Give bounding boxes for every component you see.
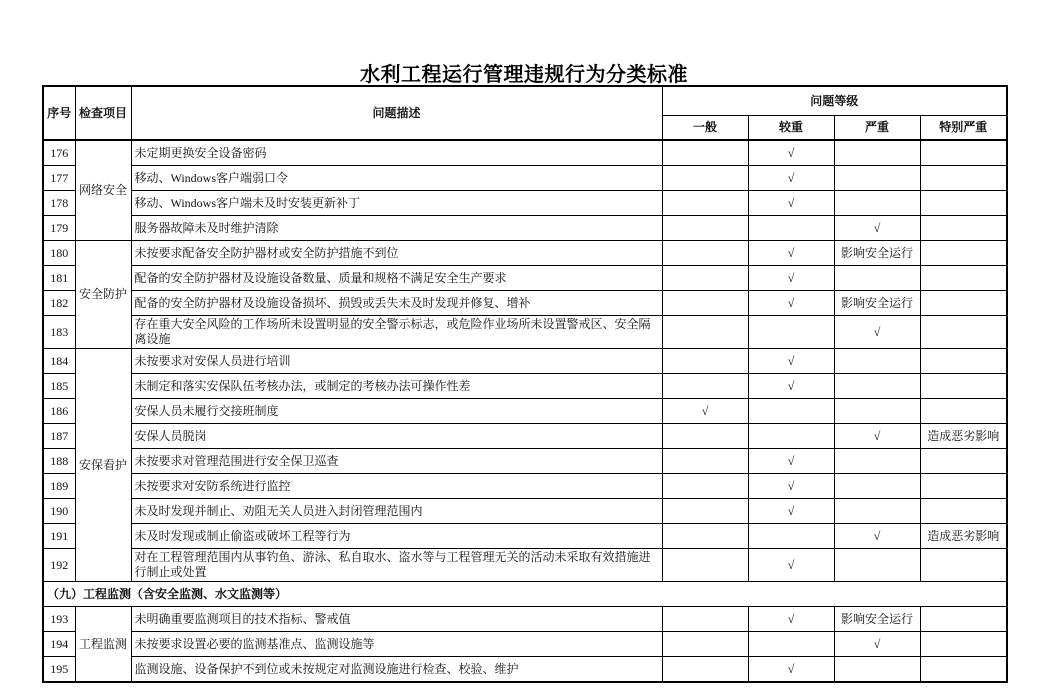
row-number-cell: 193 [43, 607, 75, 632]
level-cell-severe [834, 374, 920, 399]
level-cell-special [920, 316, 1007, 349]
table-row [43, 140, 1007, 166]
level-cell-special [920, 191, 1007, 216]
violation-classification-table [42, 85, 1008, 683]
problem-description-cell: 未及时发现并制止、劝阻无关人员进入封闭管理范围内 [131, 499, 662, 524]
row-number-cell: 189 [43, 474, 75, 499]
level-cell-severe [834, 266, 920, 291]
level-cell-moderate [748, 216, 834, 241]
level-cell-general [662, 316, 748, 349]
check-mark: √ [748, 140, 834, 166]
level-cell-general [662, 349, 748, 374]
table-row [43, 374, 1007, 399]
table-row [43, 216, 1007, 241]
problem-description-cell: 未按要求对安保人员进行培训 [131, 349, 662, 374]
level-cell-general [662, 657, 748, 683]
level-cell-moderate [748, 316, 834, 349]
row-number-cell: 182 [43, 291, 75, 316]
table-row [43, 399, 1007, 424]
category-cell: 工程监测 [75, 607, 131, 683]
table-body [43, 140, 1007, 682]
problem-description-cell: 未及时发现或制止偷盗或破坏工程等行为 [131, 524, 662, 549]
problem-description-cell: 未明确重要监测项目的技术指标、警戒值 [131, 607, 662, 632]
level-cell-moderate [748, 424, 834, 449]
row-number-cell: 179 [43, 216, 75, 241]
problem-description-cell: 未定期更换安全设备密码 [131, 140, 662, 166]
check-mark: √ [748, 374, 834, 399]
level-cell-special [920, 166, 1007, 191]
level-cell-general [662, 291, 748, 316]
table-row [43, 499, 1007, 524]
row-number-cell: 176 [43, 140, 75, 166]
col-header-level-moderate: 较重 [748, 116, 834, 141]
level-cell-severe: 影响安全运行 [834, 291, 920, 316]
header-row-1 [43, 86, 1007, 116]
level-cell-special [920, 399, 1007, 424]
problem-description-cell: 监测设施、设备保护不到位或未按规定对监测设施进行检查、校验、维护 [131, 657, 662, 683]
table-row [43, 316, 1007, 349]
level-cell-severe [834, 449, 920, 474]
level-cell-severe [834, 140, 920, 166]
level-cell-severe [834, 166, 920, 191]
level-cell-special [920, 499, 1007, 524]
problem-description-cell: 对在工程管理范围内从事钓鱼、游泳、私自取水、盗水等与工程管理无关的活动未采取有效措施进行制止或处置 [131, 549, 662, 582]
level-cell-special [920, 349, 1007, 374]
level-cell-special [920, 657, 1007, 683]
level-cell-special [920, 449, 1007, 474]
row-number-cell: 178 [43, 191, 75, 216]
level-cell-general [662, 374, 748, 399]
category-cell: 安保看护 [75, 349, 131, 582]
level-cell-severe: 影响安全运行 [834, 607, 920, 632]
check-mark: √ [834, 316, 920, 349]
problem-description-cell: 未按要求配备安全防护器材或安全防护措施不到位 [131, 241, 662, 266]
check-mark: √ [834, 424, 920, 449]
level-cell-moderate [748, 632, 834, 657]
check-mark: √ [748, 349, 834, 374]
col-header-level-group: 问题等级 [662, 86, 1007, 116]
level-cell-general [662, 607, 748, 632]
page-title: 水利工程运行管理违规行为分类标准 [360, 64, 688, 86]
table-row [43, 191, 1007, 216]
level-cell-special [920, 474, 1007, 499]
table-row [43, 524, 1007, 549]
level-cell-special [920, 216, 1007, 241]
table-header [43, 86, 1007, 140]
check-mark: √ [748, 266, 834, 291]
level-cell-special [920, 266, 1007, 291]
table-row [43, 291, 1007, 316]
check-mark: √ [748, 241, 834, 266]
problem-description-cell: 安保人员未履行交接班制度 [131, 399, 662, 424]
check-mark: √ [748, 499, 834, 524]
level-cell-severe [834, 399, 920, 424]
level-cell-severe [834, 657, 920, 683]
row-number-cell: 187 [43, 424, 75, 449]
level-cell-general [662, 524, 748, 549]
problem-description-cell: 移动、Windows客户端未及时安装更新补丁 [131, 191, 662, 216]
check-mark: √ [748, 191, 834, 216]
check-mark: √ [748, 549, 834, 582]
problem-description-cell: 配备的安全防护器材及设施设备数量、质量和规格不满足安全生产要求 [131, 266, 662, 291]
table-row [43, 657, 1007, 683]
table-row [43, 424, 1007, 449]
problem-description-cell: 安保人员脱岗 [131, 424, 662, 449]
row-number-cell: 181 [43, 266, 75, 291]
row-number-cell: 177 [43, 166, 75, 191]
row-number-cell: 188 [43, 449, 75, 474]
check-mark: √ [748, 291, 834, 316]
level-cell-severe [834, 349, 920, 374]
level-cell-special [920, 241, 1007, 266]
level-cell-general [662, 424, 748, 449]
section-header-row [43, 582, 1007, 607]
check-mark: √ [748, 657, 834, 683]
col-header-level-severe: 严重 [834, 116, 920, 141]
col-header-level-special: 特别严重 [920, 116, 1007, 141]
level-cell-general [662, 474, 748, 499]
table-row [43, 349, 1007, 374]
level-cell-special [920, 291, 1007, 316]
row-number-cell: 185 [43, 374, 75, 399]
row-number-cell: 191 [43, 524, 75, 549]
check-mark: √ [834, 216, 920, 241]
problem-description-cell: 未制定和落实安保队伍考核办法，或制定的考核办法可操作性差 [131, 374, 662, 399]
row-number-cell: 183 [43, 316, 75, 349]
level-cell-general [662, 266, 748, 291]
level-cell-special [920, 549, 1007, 582]
level-cell-severe: 影响安全运行 [834, 241, 920, 266]
problem-description-cell: 移动、Windows客户端弱口令 [131, 166, 662, 191]
level-cell-general [662, 632, 748, 657]
col-header-description: 问题描述 [131, 86, 662, 140]
check-mark: √ [748, 474, 834, 499]
row-number-cell: 186 [43, 399, 75, 424]
level-cell-moderate [748, 524, 834, 549]
col-header-level-general: 一般 [662, 116, 748, 141]
table-row [43, 266, 1007, 291]
row-number-cell: 194 [43, 632, 75, 657]
level-cell-severe [834, 191, 920, 216]
table-row [43, 474, 1007, 499]
category-cell: 安全防护 [75, 241, 131, 349]
check-mark: √ [748, 166, 834, 191]
level-cell-general [662, 191, 748, 216]
category-cell: 网络安全 [75, 140, 131, 241]
problem-description-cell: 未按要求对管理范围进行安全保卫巡查 [131, 449, 662, 474]
level-cell-moderate [748, 399, 834, 424]
level-cell-severe [834, 499, 920, 524]
level-cell-special [920, 374, 1007, 399]
check-mark: √ [834, 632, 920, 657]
col-header-serial: 序号 [43, 86, 75, 140]
row-number-cell: 180 [43, 241, 75, 266]
table-row [43, 449, 1007, 474]
level-cell-general [662, 499, 748, 524]
level-cell-severe [834, 474, 920, 499]
table-row [43, 632, 1007, 657]
col-header-category: 检查项目 [75, 86, 131, 140]
level-cell-special [920, 140, 1007, 166]
row-number-cell: 184 [43, 349, 75, 374]
level-cell-general [662, 166, 748, 191]
table-row [43, 607, 1007, 632]
level-cell-general [662, 549, 748, 582]
check-mark: √ [662, 399, 748, 424]
row-number-cell: 190 [43, 499, 75, 524]
table-row [43, 549, 1007, 582]
level-cell-special: 造成恶劣影响 [920, 524, 1007, 549]
check-mark: √ [834, 524, 920, 549]
section-header: （九）工程监测（含安全监测、水文监测等） [43, 582, 1007, 607]
level-cell-general [662, 241, 748, 266]
level-cell-special [920, 607, 1007, 632]
problem-description-cell: 配备的安全防护器材及设施设备损坏、损毁或丢失未及时发现并修复、增补 [131, 291, 662, 316]
level-cell-general [662, 449, 748, 474]
table-row [43, 241, 1007, 266]
level-cell-general [662, 140, 748, 166]
row-number-cell: 195 [43, 657, 75, 683]
problem-description-cell: 服务器故障未及时维护清除 [131, 216, 662, 241]
level-cell-severe [834, 549, 920, 582]
check-mark: √ [748, 607, 834, 632]
level-cell-general [662, 216, 748, 241]
problem-description-cell: 未按要求设置必要的监测基准点、监测设施等 [131, 632, 662, 657]
table-row [43, 166, 1007, 191]
problem-description-cell: 存在重大安全风险的工作场所未设置明显的安全警示标志，或危险作业场所未设置警戒区、安全隔离设施 [131, 316, 662, 349]
level-cell-special [920, 632, 1007, 657]
check-mark: √ [748, 449, 834, 474]
problem-description-cell: 未按要求对安防系统进行监控 [131, 474, 662, 499]
level-cell-special: 造成恶劣影响 [920, 424, 1007, 449]
row-number-cell: 192 [43, 549, 75, 582]
